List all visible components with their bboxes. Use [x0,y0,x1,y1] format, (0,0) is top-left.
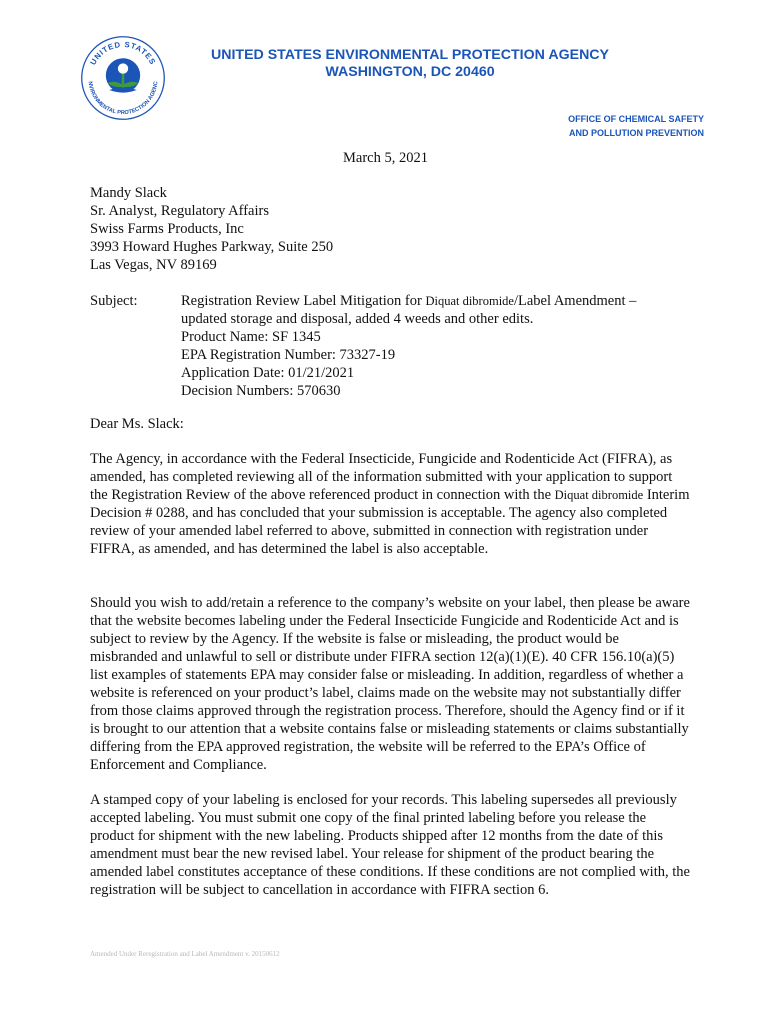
recipient-address [90,184,333,274]
letter-date: March 5, 2021 [343,150,428,166]
subject-block [181,292,681,400]
paragraph-text: The Agency, in accordance with the Federal Insecticide, Fungicide and Rodenticide Act (FIFRA), as amended, has completed reviewing all of the information submitted with your application to support the Registration Review of the above referenced product in connection with the [90,451,673,503]
application-date: Application Date: 01/21/2021 [181,365,355,381]
office-line-2: AND POLLUTION PREVENTION [568,128,704,138]
decision-numbers: Decision Numbers: 570630 [181,383,341,399]
subject-text: /Label Amendment – [513,293,637,309]
paragraph-text: Interim Decision # 0288, and has concluded that your submission is acceptable. The agency also completed review of your amended label referred to above, submitted in connection with registration under FIFRA, as amended, and has determined the label is also acceptable. [90,487,690,557]
recipient-line: Sr. Analyst, Regulatory Affairs [90,203,269,219]
salutation: Dear Ms. Slack: [90,416,184,432]
office-heading [568,112,704,140]
office-line-1: OFFICE OF CHEMICAL SAFETY [568,114,704,124]
registration-number: EPA Registration Number: 73327-19 [181,347,396,363]
chemical-name: Diquat dibromide [425,294,514,308]
seal-bottom-text: NVIRONMENTAL PROTECTION AGENC [86,81,160,117]
agency-location: WASHINGTON, DC 20460 [325,64,495,80]
chemical-name: Diquat dibromide [554,488,644,502]
paragraph-labeling: A stamped copy of your labeling is enclosed for your records. This labeling supersedes all previously accepted labeling. You must submit one copy of the final printed labeling before you release the product for shipment with the new labeling. Products shipped after 12 months from the date of this amendment must bear the new revised label. Your release for shipment of the product bearing the amended label constitutes acceptance of these conditions. If these conditions are not complied with, the registration will be subject to cancellation in accordance with FIFRA section 6. [90,792,690,898]
paragraph-review [90,450,690,558]
page-footer: Amended Under Reregistration and Label Amendment v. 20150612 [90,950,280,958]
subject-line: updated storage and disposal, added 4 weeds and other edits. [181,311,534,327]
recipient-line: Las Vegas, NV 89169 [90,257,217,273]
epa-seal-icon [80,35,166,121]
seal-top-text: UNITED STATES [88,39,158,67]
subject-line [181,292,681,310]
subject-label: Subject: [90,293,138,309]
subject-text: Registration Review Label Mitigation for [181,293,426,309]
product-name: Product Name: SF 1345 [181,329,321,345]
agency-name: UNITED STATES ENVIRONMENTAL PROTECTION AGENCY [210,47,610,63]
paragraph-website: Should you wish to add/retain a reference to the company’s website on your label, then please be aware that the website becomes labeling under the Federal Insecticide Fungicide and Rodenticide Act and is subject to review by the Agency. If the website is false or misleading, the product would be misbranded and unlawful to sell or distribute under FIFRA section 12(a)(1)(E). 40 CFR 156.10(a)(5) list examples of statements EPA may consider false or misleading. In addition, regardless of whether a website is referenced on your product’s label, claims made on the website may not substantially differ from those claims approved through the registration process. Therefore, should the Agency find or if it is brought to our attention that a website contains false or misleading statements or claims substantially differing from the EPA approved registration, the website will be referred to the EPA’s Office of Enforcement and Compliance. [90,595,690,773]
recipient-line: Swiss Farms Products, Inc [90,221,244,237]
recipient-line: 3993 Howard Hughes Parkway, Suite 250 [90,239,334,255]
agency-heading [190,47,630,81]
recipient-line: Mandy Slack [90,185,167,201]
